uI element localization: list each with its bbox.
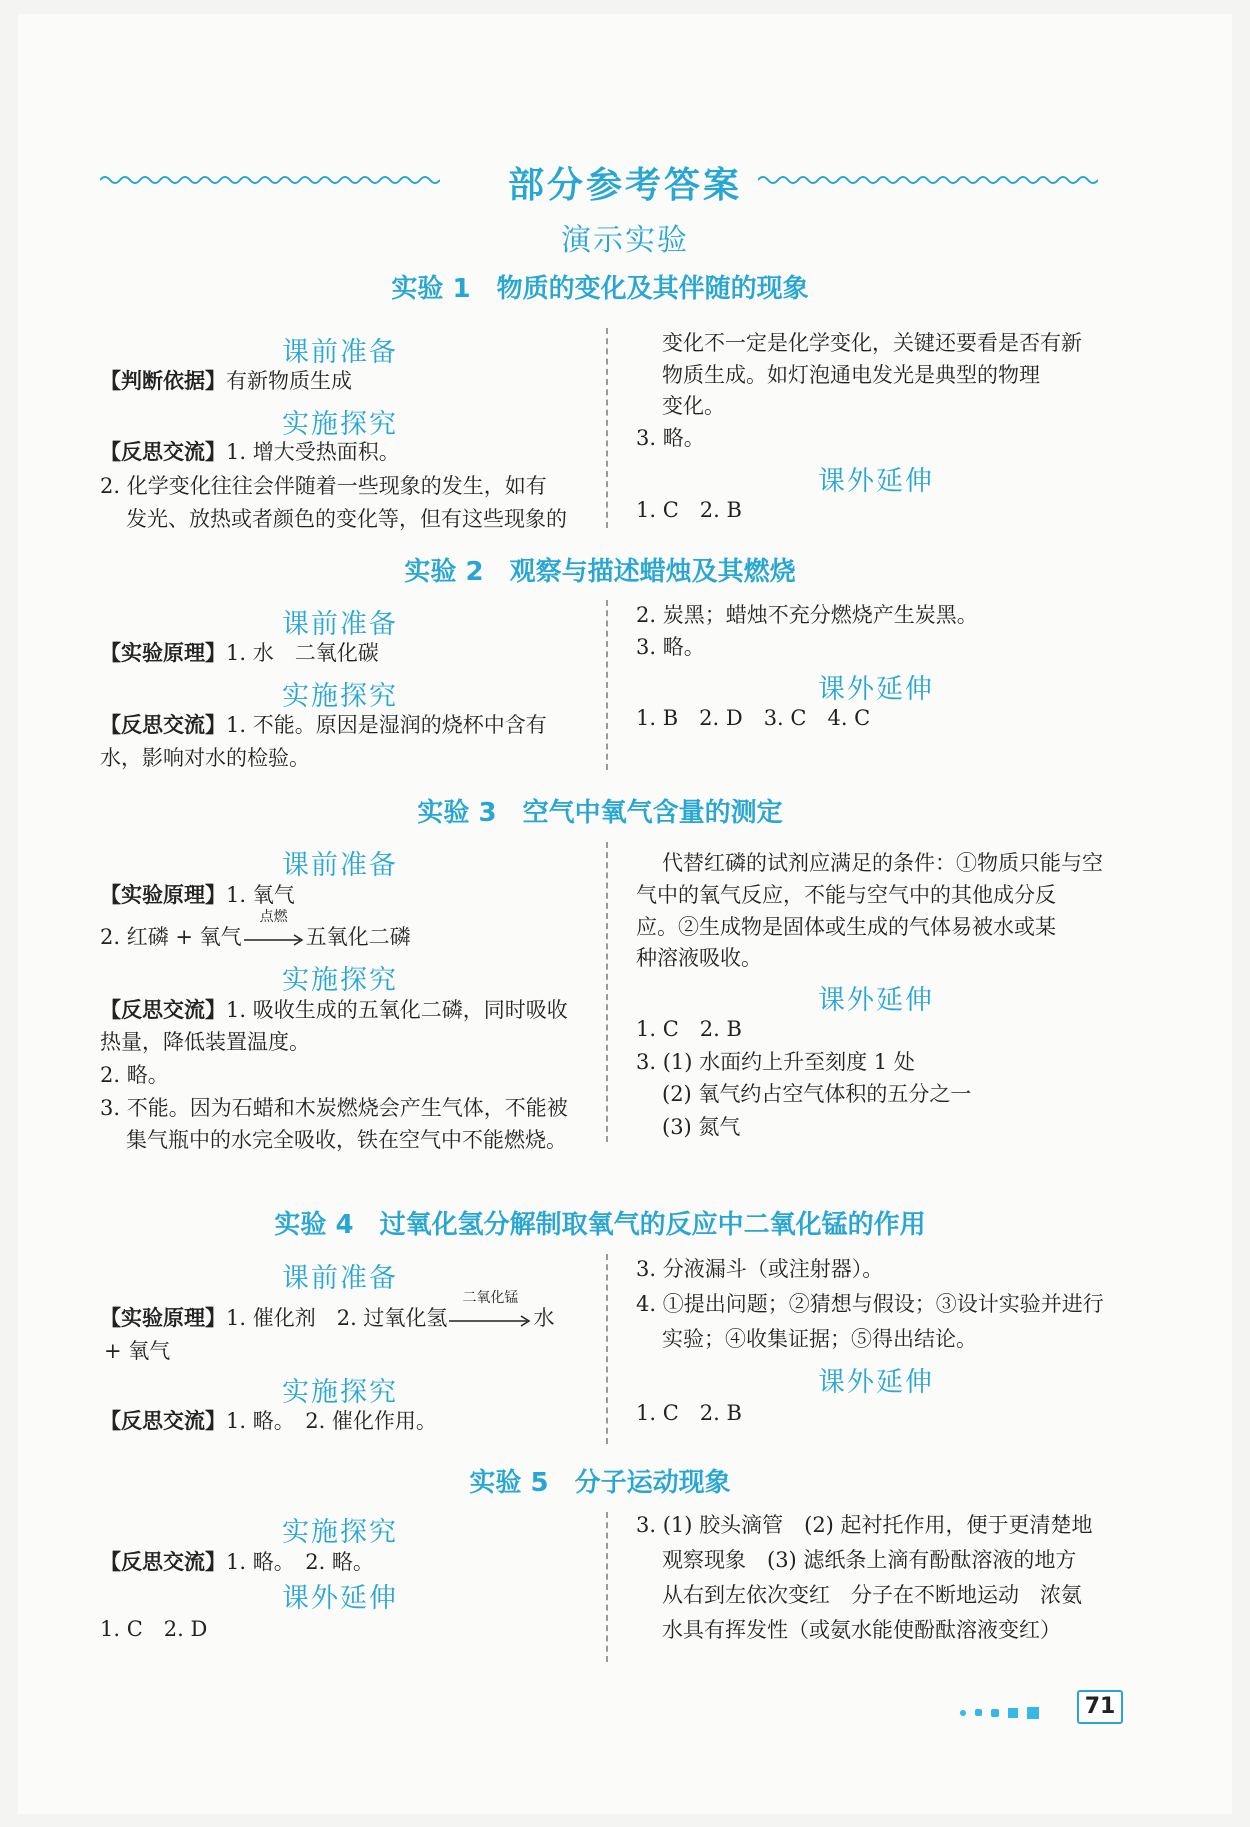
section-heading: 课外延伸 — [818, 466, 934, 497]
answer-line: 发光、放热或者颜色的变化等，但有这些现象的 — [126, 507, 567, 531]
answer-line: 3. (1) 水面约上升至刻度 1 处 — [636, 1050, 915, 1074]
answer-line: 水具有挥发性（或氨水能使酚酞溶液变红） — [662, 1618, 1061, 1642]
section-heading: 实施探究 — [282, 1517, 398, 1548]
section-heading: 课外延伸 — [818, 1367, 934, 1398]
answer-line: 2. 炭黑；蜡烛不充分燃烧产生炭黑。 — [636, 603, 978, 627]
section-heading: 实施探究 — [282, 965, 398, 996]
answer-line: 2. 化学变化往往会伴随着一些现象的发生，如有 — [100, 474, 547, 498]
page-title: 部分参考答案 — [507, 165, 742, 206]
answer-line: 【反思交流】1. 略。 2. 略。 — [100, 1550, 374, 1574]
reaction-arrow-icon — [447, 1314, 533, 1328]
answer-line: 【实验原理】1. 水 二氧化碳 — [100, 641, 379, 665]
equation-line: 【实验原理】1. 催化剂 2. 过氧化氢 二氧化锰 水 — [100, 1289, 555, 1330]
experiment-1-title: 实验 1 物质的变化及其伴随的现象 — [391, 274, 809, 304]
experiment-5-title: 实验 5 分子运动现象 — [469, 1468, 731, 1498]
reaction-condition: 二氧化锰 — [462, 1289, 519, 1306]
answer-line: (3) 氮气 — [662, 1115, 741, 1139]
section-heading: 课外延伸 — [282, 1583, 398, 1614]
answer-line: 【实验原理】1. 氧气 — [100, 883, 295, 907]
answer-line: 应。②生成物是固体或生成的气体易被水或某 — [636, 915, 1056, 939]
experiment-2-title: 实验 2 观察与描述蜡烛及其燃烧 — [404, 557, 796, 587]
answer-line: 1. C 2. B — [636, 498, 742, 522]
experiment-3-title: 实验 3 空气中氧气含量的测定 — [417, 798, 783, 828]
column-divider — [606, 600, 608, 770]
page-dots-decoration — [960, 1702, 1048, 1721]
answer-line: 【判断依据】有新物质生成 — [100, 369, 352, 393]
answer-line: 水，影响对水的检验。 — [100, 746, 310, 770]
page-number: 71 — [1077, 1690, 1123, 1724]
answer-line: 代替红磷的试剂应满足的条件：①物质只能与空 — [662, 851, 1103, 875]
answer-line: 1. C 2. B — [636, 1401, 742, 1425]
answer-line: 【反思交流】1. 不能。原因是湿润的烧杯中含有 — [100, 713, 547, 737]
section-heading: 课外延伸 — [818, 985, 934, 1016]
answer-line: 种溶液吸收。 — [636, 946, 762, 970]
answer-line: 【反思交流】1. 略。 2. 催化作用。 — [100, 1409, 437, 1433]
section-heading: 课前准备 — [282, 1263, 398, 1294]
answer-line: 实验；④收集证据；⑤得出结论。 — [662, 1327, 977, 1351]
answer-line: 4. ①提出问题；②猜想与假设；③设计实验并进行 — [636, 1292, 1104, 1316]
answer-line: 变化不一定是化学变化，关键还要看是否有新 — [662, 331, 1082, 355]
section-heading: 实施探究 — [282, 1377, 398, 1408]
experiment-4-title: 实验 4 过氧化氢分解制取氧气的反应中二氧化锰的作用 — [274, 1210, 926, 1240]
answer-line: 3. (1) 胶头滴管 (2) 起衬托作用，便于更清楚地 — [636, 1513, 1093, 1537]
answer-line: 变化。 — [662, 394, 725, 418]
answer-line: 观察现象 (3) 滤纸条上滴有酚酞溶液的地方 — [662, 1548, 1077, 1572]
page-subtitle: 演示实验 — [561, 223, 689, 258]
answer-line: 物质生成。如灯泡通电发光是典型的物理 — [662, 363, 1040, 387]
section-heading: 课前准备 — [282, 337, 398, 368]
section-heading: 实施探究 — [282, 681, 398, 712]
section-heading: 课外延伸 — [818, 674, 934, 705]
section-heading: 课前准备 — [282, 609, 398, 640]
answer-line: 3. 分液漏斗（或注射器）。 — [636, 1257, 884, 1281]
column-divider — [606, 842, 608, 1142]
answer-line: 1. C 2. B — [636, 1017, 742, 1041]
reaction-condition: 点燃 — [259, 908, 288, 925]
reaction-arrow-icon — [242, 933, 306, 947]
section-heading: 课前准备 — [282, 850, 398, 881]
answer-line: 3. 略。 — [636, 635, 705, 659]
column-divider — [606, 328, 608, 528]
answer-line: (2) 氧气约占空气体积的五分之一 — [662, 1082, 972, 1106]
answer-line: 气中的氧气反应，不能与空气中的其他成分反 — [636, 883, 1056, 907]
answer-line: 从右到左依次变红 分子在不断地运动 浓氨 — [662, 1583, 1082, 1607]
answer-line: 【反思交流】1. 增大受热面积。 — [100, 440, 400, 464]
answer-line: 集气瓶中的水完全吸收，铁在空气中不能燃烧。 — [126, 1128, 567, 1152]
answer-line: + 氧气 — [104, 1339, 171, 1363]
section-heading: 实施探究 — [282, 409, 398, 440]
equation-line: 2. 红磷 + 氧气 点燃 五氧化二磷 — [100, 908, 411, 949]
answer-line: 热量，降低装置温度。 — [100, 1030, 310, 1054]
answer-line: 3. 不能。因为石蜡和木炭燃烧会产生气体，不能被 — [100, 1096, 568, 1120]
column-divider — [606, 1254, 608, 1444]
answer-line: 【反思交流】1. 吸收生成的五氧化二磷，同时吸收 — [100, 998, 568, 1022]
answer-line: 2. 略。 — [100, 1063, 169, 1087]
answer-line: 1. B 2. D 3. C 4. C — [636, 706, 871, 730]
answer-line: 1. C 2. D — [100, 1617, 208, 1641]
answer-line: 3. 略。 — [636, 426, 705, 450]
column-divider — [606, 1512, 608, 1662]
